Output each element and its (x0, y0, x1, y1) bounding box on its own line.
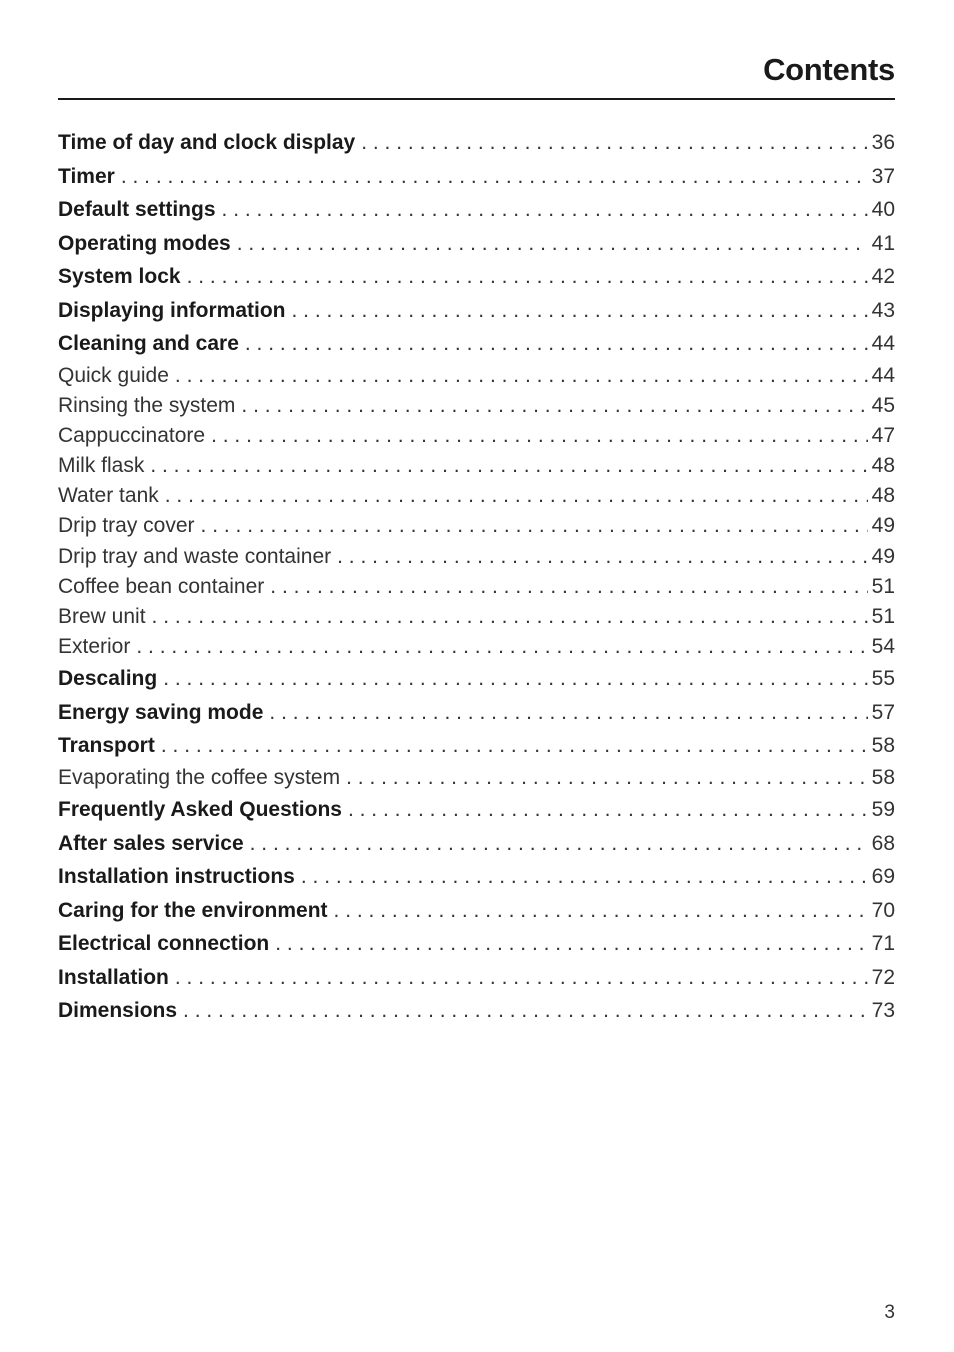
dot-leader (241, 391, 867, 421)
toc-entry-page: 54 (871, 635, 895, 659)
toc-entry[interactable] (58, 126, 895, 160)
dot-leader (237, 227, 868, 261)
toc-entry[interactable] (58, 894, 895, 928)
toc-entry-label: Rinsing the system (58, 393, 236, 417)
toc-entry-page: 55 (871, 667, 895, 691)
toc-entry-label: Evaporating the coffee system (58, 765, 341, 789)
dot-leader (222, 193, 868, 227)
dot-leader (348, 793, 868, 827)
dot-leader (337, 542, 868, 572)
dot-leader (301, 860, 868, 894)
toc-entry-label: Energy saving mode (58, 700, 264, 724)
toc-subentry[interactable] (58, 572, 895, 602)
dot-leader (165, 481, 868, 511)
toc-entry-page: 43 (871, 298, 895, 322)
toc-entry-page: 48 (871, 454, 895, 478)
toc-entry-page: 44 (871, 332, 895, 355)
toc-entry-page: 36 (871, 131, 895, 154)
dot-leader (161, 729, 868, 763)
toc-entry-page: 59 (871, 798, 895, 822)
dot-leader (269, 696, 867, 730)
toc-entry[interactable] (58, 227, 895, 261)
toc-entry-label: Default settings (58, 198, 216, 221)
toc-entry-page: 51 (871, 574, 895, 598)
toc-entry-page: 70 (871, 898, 895, 922)
toc-entry-page: 42 (871, 265, 895, 288)
title-divider (58, 98, 895, 100)
toc-entry-label: Quick guide (58, 363, 169, 387)
toc-entry-label: Descaling (58, 667, 158, 691)
toc-entry-page: 73 (871, 999, 895, 1023)
toc-entry-page: 72 (871, 965, 895, 989)
toc-entry-label: Timer (58, 164, 115, 188)
toc-entry-page: 47 (871, 423, 895, 447)
toc-entry-page: 41 (871, 231, 895, 255)
toc-subentry[interactable] (58, 602, 895, 632)
toc-entry[interactable] (58, 193, 895, 227)
dot-leader (175, 361, 868, 391)
toc-entry-label: Displaying information (58, 298, 286, 322)
toc-entry-label: Transport (58, 734, 155, 758)
toc-entry-page: 48 (871, 484, 895, 508)
dot-leader (346, 763, 868, 793)
toc-entry[interactable] (58, 961, 895, 995)
toc-entry-label: Exterior (58, 635, 131, 659)
toc-subentry[interactable] (58, 481, 895, 511)
toc-entry-label: Installation (58, 965, 169, 989)
dot-leader (152, 602, 868, 632)
toc-entry-label: System lock (58, 265, 181, 288)
toc-entry[interactable] (58, 827, 895, 861)
toc-entry-label: Coffee bean container (58, 574, 265, 598)
toc-entry-page: 58 (871, 765, 895, 789)
toc-entry-label: Time of day and clock display (58, 131, 356, 154)
toc-entry[interactable] (58, 994, 895, 1028)
toc-entry-page: 69 (871, 865, 895, 889)
dot-leader (334, 894, 868, 928)
toc-subentry[interactable] (58, 632, 895, 662)
page-number: 3 (884, 1302, 895, 1323)
toc-entry-page: 40 (871, 198, 895, 221)
dot-leader (175, 961, 868, 995)
dot-leader (187, 260, 868, 294)
table-of-contents (58, 126, 895, 1028)
dot-leader (245, 327, 868, 361)
toc-entry[interactable] (58, 260, 895, 294)
toc-entry[interactable] (58, 927, 895, 961)
dot-leader (211, 421, 868, 451)
toc-entry[interactable] (58, 294, 895, 328)
toc-entry-label: After sales service (58, 831, 244, 855)
toc-subentry[interactable] (58, 763, 895, 793)
toc-entry-page: 37 (871, 164, 895, 188)
toc-entry[interactable] (58, 160, 895, 194)
dot-leader (270, 572, 867, 602)
toc-entry-label: Drip tray and waste container (58, 544, 332, 568)
toc-entry[interactable] (58, 729, 895, 763)
toc-entry[interactable] (58, 696, 895, 730)
toc-subentry[interactable] (58, 542, 895, 572)
dot-leader (250, 827, 868, 861)
toc-entry-page: 51 (871, 605, 895, 628)
toc-entry-page: 58 (871, 734, 895, 758)
dot-leader (136, 632, 867, 662)
dot-leader (163, 662, 867, 696)
dot-leader (361, 126, 867, 160)
toc-entry-label: Brew unit (58, 605, 146, 628)
page-title: Contents (763, 52, 895, 87)
toc-entry-label: Dimensions (58, 999, 178, 1023)
toc-entry-page: 45 (871, 393, 895, 417)
dot-leader (121, 160, 868, 194)
toc-subentry[interactable] (58, 391, 895, 421)
toc-entry-page: 57 (871, 700, 895, 724)
dot-leader (201, 511, 868, 541)
toc-entry-label: Electrical connection (58, 932, 270, 956)
toc-entry[interactable] (58, 327, 895, 361)
toc-entry-page: 71 (871, 932, 895, 956)
toc-entry-label: Installation instructions (58, 865, 295, 889)
toc-entry-label: Operating modes (58, 231, 231, 255)
toc-entry[interactable] (58, 793, 895, 827)
dot-leader (275, 927, 867, 961)
toc-entry-page: 68 (871, 831, 895, 855)
toc-subentry[interactable] (58, 421, 895, 451)
toc-entry-label: Milk flask (58, 454, 145, 478)
toc-subentry[interactable] (58, 361, 895, 391)
toc-entry-label: Water tank (58, 484, 159, 508)
toc-entry-label: Caring for the environment (58, 898, 328, 922)
toc-entry-label: Drip tray cover (58, 514, 195, 538)
toc-entry-label: Cappuccinatore (58, 423, 206, 447)
toc-subentry[interactable] (58, 451, 895, 481)
dot-leader (150, 451, 867, 481)
toc-entry-label: Cleaning and care (58, 332, 239, 355)
toc-subentry[interactable] (58, 511, 895, 541)
dot-leader (292, 294, 868, 328)
toc-entry-page: 44 (871, 363, 895, 387)
toc-entry[interactable] (58, 662, 895, 696)
toc-entry-label: Frequently Asked Questions (58, 798, 342, 822)
toc-entry[interactable] (58, 860, 895, 894)
dot-leader (183, 994, 868, 1028)
toc-entry-page: 49 (871, 544, 895, 568)
toc-entry-page: 49 (871, 514, 895, 538)
